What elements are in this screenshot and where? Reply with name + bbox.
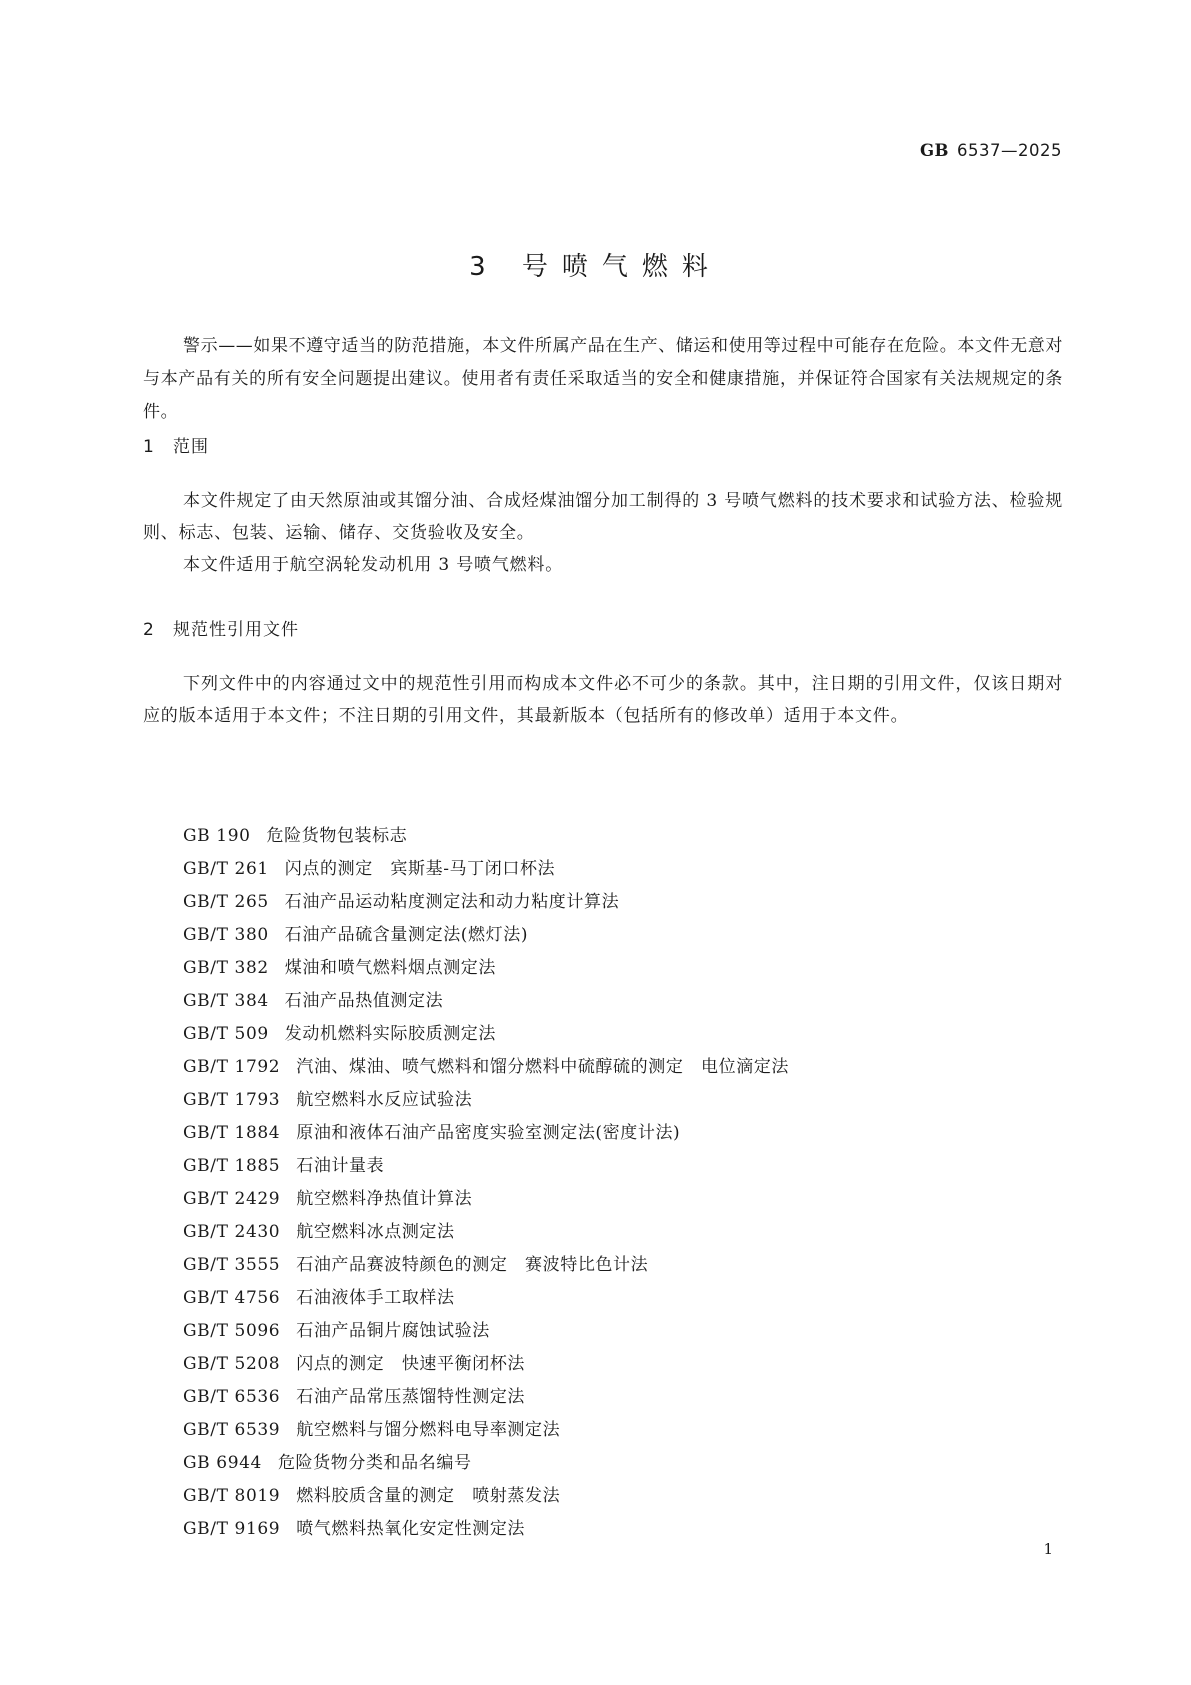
- section-title: 范围: [173, 437, 209, 457]
- reference-code: GB/T 6536: [183, 1387, 281, 1407]
- reference-code: GB/T 9169: [183, 1519, 281, 1539]
- reference-item: [183, 1414, 789, 1447]
- reference-code: GB/T 2429: [183, 1189, 281, 1209]
- reference-title: 航空燃料与馏分燃料电导率测定法: [296, 1420, 561, 1440]
- reference-code: GB/T 6539: [183, 1420, 281, 1440]
- reference-code: GB/T 1884: [183, 1123, 281, 1143]
- reference-item: [183, 1084, 789, 1117]
- reference-item: [183, 1348, 789, 1381]
- reference-code: GB/T 1885: [183, 1156, 281, 1176]
- standard-code: 6537—2025: [957, 141, 1062, 160]
- reference-item: [183, 1051, 789, 1084]
- section-2-heading: [143, 615, 299, 640]
- reference-item: [183, 1216, 789, 1249]
- reference-item: [183, 886, 789, 919]
- reference-item: [183, 820, 789, 853]
- reference-title: 煤油和喷气燃料烟点测定法: [284, 958, 496, 978]
- reference-code: GB 190: [183, 826, 251, 846]
- reference-title: 石油产品铜片腐蚀试验法: [296, 1321, 490, 1341]
- reference-item: [183, 853, 789, 886]
- reference-code: GB/T 265: [183, 892, 269, 912]
- reference-item: [183, 1513, 789, 1546]
- reference-code: GB/T 509: [183, 1024, 269, 1044]
- reference-item: [183, 1447, 789, 1480]
- reference-title: 石油产品赛波特颜色的测定 赛波特比色计法: [296, 1255, 649, 1275]
- reference-code: GB/T 2430: [183, 1222, 281, 1242]
- warning-paragraph: 警示——如果不遵守适当的防范措施，本文件所属产品在生产、储运和使用等过程中可能存在危险。本文件无意对与本产品有关的所有安全问题提出建议。使用者有责任采取适当的安全和健康措施，并保证符合国家有关法规规定的条件。: [143, 336, 1063, 422]
- reference-item: [183, 1018, 789, 1051]
- reference-title: 石油计量表: [296, 1156, 385, 1176]
- reference-item: [183, 1117, 789, 1150]
- reference-title: 汽油、煤油、喷气燃料和馏分燃料中硫醇硫的测定 电位滴定法: [296, 1057, 790, 1077]
- section-1-heading: [143, 432, 209, 457]
- section-1-body: [143, 485, 1063, 581]
- reference-title: 石油产品热值测定法: [284, 991, 444, 1011]
- reference-item: [183, 952, 789, 985]
- reference-item: [183, 1480, 789, 1513]
- reference-code: GB/T 5208: [183, 1354, 281, 1374]
- standard-number: [920, 141, 1062, 160]
- reference-title: 石油产品常压蒸馏特性测定法: [296, 1387, 526, 1407]
- reference-code: GB/T 8019: [183, 1486, 281, 1506]
- section-title: 规范性引用文件: [173, 620, 299, 640]
- reference-item: [183, 1183, 789, 1216]
- reference-code: GB/T 384: [183, 991, 269, 1011]
- reference-title: 发动机燃料实际胶质测定法: [284, 1024, 496, 1044]
- scope-paragraph: 本文件规定了由天然原油或其馏分油、合成烃煤油馏分加工制得的 3 号喷气燃料的技术要求和试验方法、检验规则、标志、包装、运输、储存、交货验收及安全。: [143, 491, 1063, 543]
- reference-item: [183, 1315, 789, 1348]
- reference-title: 危险货物分类和品名编号: [277, 1453, 472, 1473]
- reference-item: [183, 1381, 789, 1414]
- reference-title: 石油产品运动粘度测定法和动力粘度计算法: [284, 892, 620, 912]
- reference-item: [183, 985, 789, 1018]
- reference-code: GB/T 1792: [183, 1057, 281, 1077]
- section-2-intro: [143, 668, 1063, 732]
- section-number: 2: [143, 620, 155, 640]
- reference-title: 航空燃料水反应试验法: [296, 1090, 473, 1110]
- reference-title: 闪点的测定 快速平衡闭杯法: [296, 1354, 526, 1374]
- reference-title: 航空燃料冰点测定法: [296, 1222, 455, 1242]
- standard-prefix: GB: [919, 141, 950, 160]
- reference-item: [183, 1249, 789, 1282]
- reference-item: [183, 1150, 789, 1183]
- applicability-paragraph: 本文件适用于航空涡轮发动机用 3 号喷气燃料。: [183, 555, 564, 575]
- reference-item: [183, 1282, 789, 1315]
- reference-code: GB/T 380: [183, 925, 269, 945]
- reference-code: GB/T 382: [183, 958, 269, 978]
- page-number: 1: [1043, 1540, 1053, 1558]
- reference-title: 原油和液体石油产品密度实验室测定法(密度计法): [296, 1123, 681, 1143]
- reference-title: 航空燃料净热值计算法: [296, 1189, 473, 1209]
- reference-list: [183, 820, 789, 1546]
- reference-title: 石油产品硫含量测定法(燃灯法): [284, 925, 529, 945]
- reference-title: 石油液体手工取样法: [296, 1288, 455, 1308]
- reference-title: 燃料胶质含量的测定 喷射蒸发法: [296, 1486, 561, 1506]
- reference-code: GB/T 1793: [183, 1090, 281, 1110]
- reference-code: GB 6944: [183, 1453, 262, 1473]
- document-title: 3 号喷气燃料: [469, 252, 722, 282]
- references-intro-paragraph: 下列文件中的内容通过文中的规范性引用而构成本文件必不可少的条款。其中，注日期的引用文件，仅该日期对应的版本适用于本文件；不注日期的引用文件，其最新版本（包括所有的修改单）适用于本文件。: [143, 674, 1063, 726]
- reference-code: GB/T 5096: [183, 1321, 281, 1341]
- reference-item: [183, 919, 789, 952]
- reference-code: GB/T 4756: [183, 1288, 281, 1308]
- reference-code: GB/T 261: [183, 859, 269, 879]
- reference-code: GB/T 3555: [183, 1255, 281, 1275]
- section-number: 1: [143, 437, 155, 457]
- reference-title: 闪点的测定 宾斯基-马丁闭口杯法: [284, 859, 556, 879]
- reference-title: 危险货物包装标志: [266, 826, 408, 846]
- reference-title: 喷气燃料热氧化安定性测定法: [296, 1519, 526, 1539]
